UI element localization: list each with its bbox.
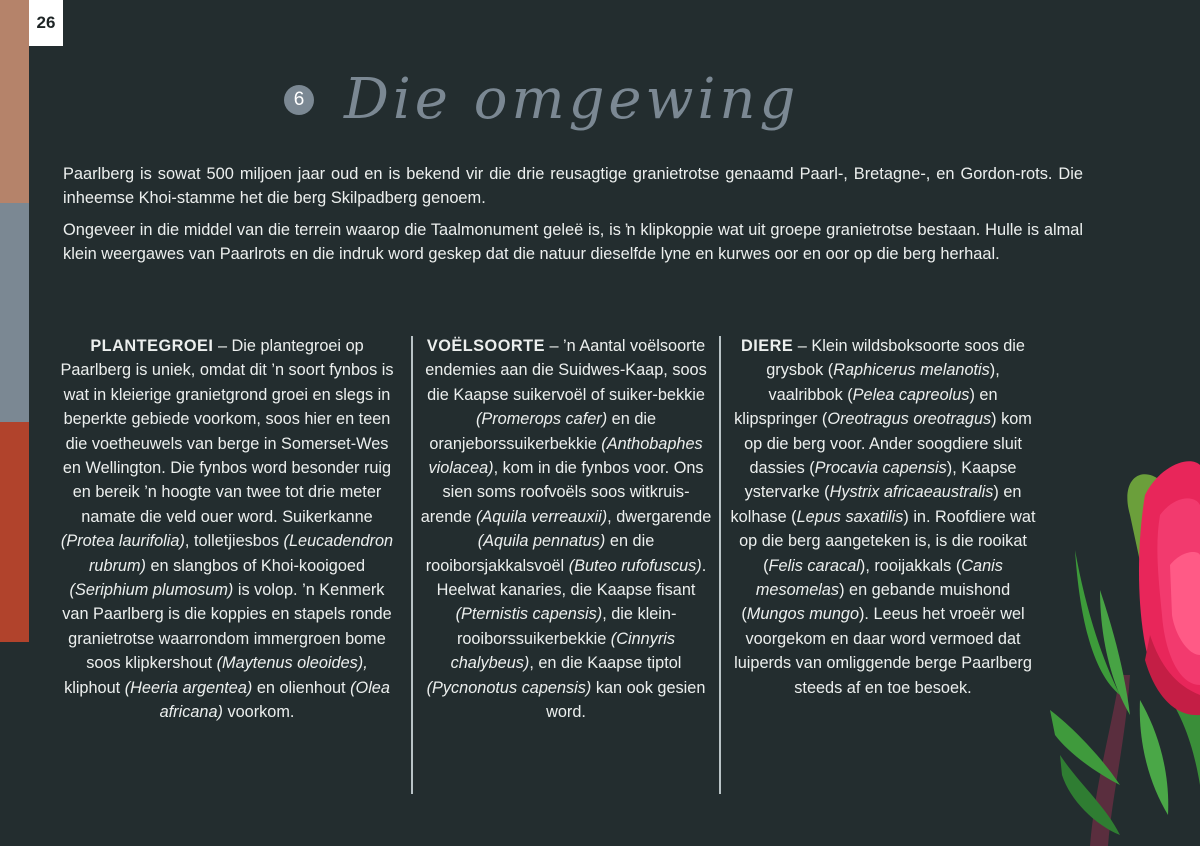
column-divider bbox=[411, 336, 413, 794]
column-heading: VOËLSOORTE bbox=[426, 337, 545, 355]
species-name: (Leucadendron rubrum) bbox=[88, 532, 394, 575]
body-text: voorkom. bbox=[222, 703, 295, 722]
body-text: ) kom op die berg voor. Ander soogdiere sluit dassies ( bbox=[744, 410, 1032, 478]
body-text: ) en klipspringer ( bbox=[734, 385, 998, 429]
body-text: , en die Kaapse tiptol bbox=[529, 654, 682, 673]
color-strip-slate bbox=[0, 203, 29, 422]
color-strip-tan bbox=[0, 0, 29, 203]
column-divider bbox=[719, 336, 721, 794]
species-name: Felis caracal bbox=[768, 556, 860, 575]
body-text: – Klein wildsboksoorte soos die grysbok ( bbox=[766, 337, 1025, 380]
intro-paragraph: Ongeveer in die middel van die terrein waarop die Taalmonument geleë is, is ŉ klipkoppie wat uit groepe granietrotse bestaan. Hulle is almal klein weergawes van Paarlrots en die indruk word geskep dat die natuur dieselfde lyne en kurwes oor en oor op die berg herhaal. bbox=[63, 221, 1083, 263]
chapter-heading bbox=[284, 67, 800, 132]
species-name: Canis mesomelas bbox=[755, 556, 1003, 600]
body-text: en die oranjeborssuikerbekkie bbox=[429, 410, 657, 453]
species-name: Procavia capensis bbox=[814, 459, 947, 478]
species-name: (Buteo rufofuscus) bbox=[568, 556, 702, 575]
page-number: 26 bbox=[29, 0, 63, 46]
body-text: . Heelwat kanaries, die Kaapse fisant bbox=[436, 556, 707, 600]
species-name: (Aquila verreauxii) bbox=[475, 507, 608, 526]
species-name: (Aquila pennatus) bbox=[477, 532, 606, 551]
species-name: (Protea laurifolia) bbox=[60, 532, 185, 551]
body-text: en die rooiborsjakkalsvoël bbox=[425, 532, 655, 575]
body-text: kliphout bbox=[64, 678, 125, 697]
species-name: (Olea africana) bbox=[159, 678, 390, 722]
body-text: ) en kolhase ( bbox=[730, 483, 1022, 526]
chapter-number-badge: 6 bbox=[284, 85, 314, 115]
species-name: Lepus saxatilis bbox=[796, 507, 904, 526]
species-name: Pelea capreolus bbox=[852, 385, 970, 404]
body-text: ) en gebande muishond ( bbox=[741, 581, 1011, 624]
color-strip-rust bbox=[0, 422, 29, 642]
body-text: ). Leeus het vroeër wel voorgekom en daar word vermoed dat luiperds van omliggende berge Paarlberg steeds af en toe besoek. bbox=[734, 605, 1032, 697]
column-voelsoorte bbox=[420, 334, 712, 725]
species-name: Raphicerus melanotis bbox=[833, 361, 990, 380]
body-text: , die klein-rooiborssuikerbekkie bbox=[456, 605, 677, 648]
species-name: (Pycnonotus capensis) bbox=[426, 678, 592, 697]
intro-paragraph: Paarlberg is sowat 500 miljoen jaar oud en is bekend vir die drie reusagtige granietrotse genaamd Paarl-, Bretagne-, en Gordon-rots. Die inheemse Khoi-stamme het die berg Skilpadberg genoem. bbox=[63, 165, 1083, 207]
body-text: ) in. Roofdiere wat op die berg aangeteken is, is die rooikat ( bbox=[739, 507, 1036, 575]
body-text: en olienhout bbox=[252, 678, 351, 697]
column-body bbox=[420, 334, 712, 725]
species-name: Oreotragus oreotragus bbox=[827, 410, 992, 429]
body-text: ), Kaapse ystervarke ( bbox=[744, 459, 1017, 502]
body-text: , kom in die fynbos voor. Ons sien soms roofvoëls soos witkruis-arende bbox=[420, 459, 704, 526]
protea-flower-image bbox=[1050, 455, 1200, 846]
body-text: kan ook gesien word. bbox=[546, 678, 706, 722]
page-title: Die omgewing bbox=[344, 67, 800, 132]
species-name: (Heeria argentea) bbox=[124, 678, 253, 697]
species-name: (Anthobaphes violacea) bbox=[428, 434, 703, 478]
body-text: en slangbos of Khoi-kooigoed bbox=[145, 556, 366, 575]
species-name: (Promerops cafer) bbox=[475, 410, 608, 429]
column-diere bbox=[728, 334, 1038, 700]
column-heading: DIERE bbox=[741, 337, 794, 355]
column-body bbox=[728, 334, 1038, 700]
body-text: – Die plantegroei op Paarlberg is uniek, omdat dit ’n soort fynbos is wat in kleierige granietgrond groei en slegs in beperkte gebiede voorkom, soos hier en teen die voetheuwels van berge in Somerset-Wes en Wellington. Die fynbos word besonder ruig en bereik ’n hoogte van twee tot drie meter namate die veld ouer word. Suikerkanne bbox=[60, 337, 394, 526]
species-name: Mungos mungo bbox=[746, 605, 860, 624]
species-name: (Maytenus oleoides), bbox=[216, 654, 368, 673]
body-text: ), rooijakkals ( bbox=[859, 556, 962, 575]
body-text: – ’n Aantal voëlsoorte endemies aan die Suidwes-Kaap, soos die Kaapse suikervoël of suiker-bekkie bbox=[425, 337, 707, 404]
body-text: , tolletjiesbos bbox=[184, 532, 284, 551]
species-name: (Cinnyris chalybeus) bbox=[450, 629, 676, 673]
body-text: ), vaalribbok ( bbox=[768, 361, 1000, 404]
column-plantegroei bbox=[58, 334, 396, 725]
species-name: Hystrix africaeaustralis bbox=[829, 483, 994, 502]
species-name: (Seriphium plumosum) bbox=[69, 581, 234, 600]
species-name: (Pternistis capensis) bbox=[455, 605, 603, 624]
body-text: , dwergarende bbox=[607, 507, 712, 526]
intro-text bbox=[63, 162, 1083, 274]
column-heading: PLANTEGROEI bbox=[90, 337, 214, 355]
column-body bbox=[58, 334, 396, 725]
body-text: is volop. ’n Kenmerk van Paarlberg is die koppies en stapels ronde granietrotse waarrondom immergroen bome soos klipkershout bbox=[62, 581, 392, 673]
